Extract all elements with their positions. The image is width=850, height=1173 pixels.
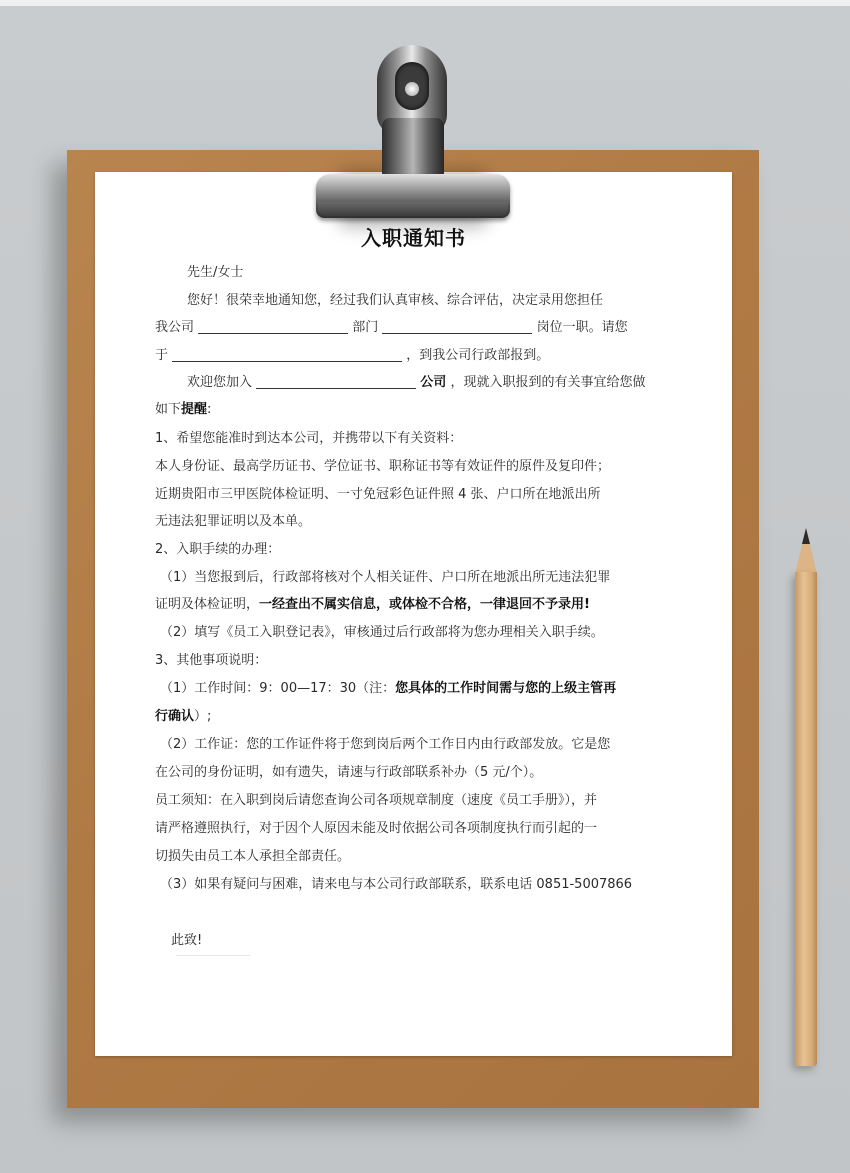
intro-line-2 bbox=[155, 316, 628, 335]
welcome-rest-text: ，现就入职报到的有关事宜给您做 bbox=[450, 375, 646, 390]
section-3-item-2b: 在公司的身份证明，如有遗失，请速与行政部联系补办（5 元/个）。 bbox=[155, 765, 543, 780]
company-name-blank[interactable] bbox=[256, 374, 416, 389]
department-blank[interactable] bbox=[198, 319, 348, 334]
intro-line-3 bbox=[155, 344, 549, 363]
salutation: 先生/女士 bbox=[187, 265, 244, 280]
top-strip bbox=[0, 0, 850, 6]
welcome-company-word: 公司 bbox=[420, 375, 447, 390]
reminder-word: 提醒 bbox=[181, 402, 208, 417]
work-hours-confirm: 行确认 bbox=[155, 709, 195, 724]
binder-clip-lip bbox=[318, 202, 508, 216]
section-3-item-1a bbox=[160, 677, 616, 696]
employee-notice-1: 员工须知：在入职到岗后请您查询公司各项规章制度（速度《员工手册》），并 bbox=[155, 793, 598, 808]
intro-department-label: 部门 bbox=[352, 320, 379, 335]
work-hours-note: 您具体的工作时间需与您的上级主管再 bbox=[395, 681, 617, 696]
position-blank[interactable] bbox=[382, 319, 532, 334]
pencil bbox=[795, 572, 817, 1066]
work-hours-end: ）; bbox=[194, 709, 212, 724]
intro-date-label: 于 bbox=[155, 348, 169, 363]
intro-report-text: ，到我公司行政部报到。 bbox=[406, 348, 550, 363]
document-title: 入职通知书 bbox=[361, 226, 466, 250]
binder-clip-neck bbox=[382, 118, 444, 180]
section-2-item-1a: （1）当您报到后，行政部将核对个人相关证件、户口所在地派出所无违法犯罪 bbox=[160, 570, 611, 585]
work-hours-text: （1）工作时间：9：00—17：30（注： bbox=[160, 681, 396, 696]
reminder-colon: : bbox=[207, 402, 212, 417]
section-3-heading: 3、其他事项说明： bbox=[155, 653, 268, 668]
signature-line bbox=[176, 955, 250, 956]
section-2-heading: 2、入职手续的办理： bbox=[155, 542, 281, 557]
report-date-blank[interactable] bbox=[172, 347, 402, 362]
welcome-line-2 bbox=[155, 398, 211, 417]
section-2-item-1b-text: 证明及体检证明， bbox=[155, 597, 260, 612]
section-1-line-1: 本人身份证、最高学历证书、学位证书、职称证书等有效证件的原件及复印件； bbox=[155, 459, 611, 474]
section-2-item-2: （2）填写《员工入职登记表》，审核通过后行政部将为您办理相关入职手续。 bbox=[160, 625, 604, 640]
rejection-warning: 一经查出不属实信息，或体检不合格，一律退回不予录用! bbox=[259, 597, 590, 612]
binder-clip-rivet bbox=[405, 82, 419, 96]
welcome-as-follows: 如下 bbox=[155, 402, 182, 417]
closing: 此致! bbox=[171, 933, 203, 948]
intro-line-1: 您好！很荣幸地通知您，经过我们认真审核、综合评估，决定录用您担任 bbox=[187, 293, 604, 308]
section-3-item-3: （3）如果有疑问与困难，请来电与本公司行政部联系，联系电话 0851-5007866 bbox=[160, 877, 633, 892]
section-1-line-2: 近期贵阳市三甲医院体检证明、一寸免冠彩色证件照 4 张、户口所在地派出所 bbox=[155, 487, 601, 502]
employee-notice-2: 请严格遵照执行，对于因个人原因未能及时依据公司各项制度执行而引起的一 bbox=[155, 821, 598, 836]
section-3-item-1b bbox=[155, 705, 211, 724]
employee-notice-3: 切损失由员工本人承担全部责任。 bbox=[155, 849, 351, 864]
section-2-item-1b bbox=[155, 593, 590, 612]
pencil-lead bbox=[802, 528, 810, 544]
section-1-heading: 1、希望您能准时到达本公司，并携带以下有关资料： bbox=[155, 431, 463, 446]
intro-company-label: 我公司 bbox=[155, 320, 195, 335]
welcome-line bbox=[187, 371, 645, 390]
section-3-item-2a: （2）工作证：您的工作证件将于您到岗后两个工作日内由行政部发放。它是您 bbox=[160, 737, 611, 752]
section-1-line-3: 无违法犯罪证明以及本单。 bbox=[155, 514, 312, 529]
intro-position-label: 岗位一职。请您 bbox=[536, 320, 628, 335]
welcome-join-text: 欢迎您加入 bbox=[187, 375, 253, 390]
